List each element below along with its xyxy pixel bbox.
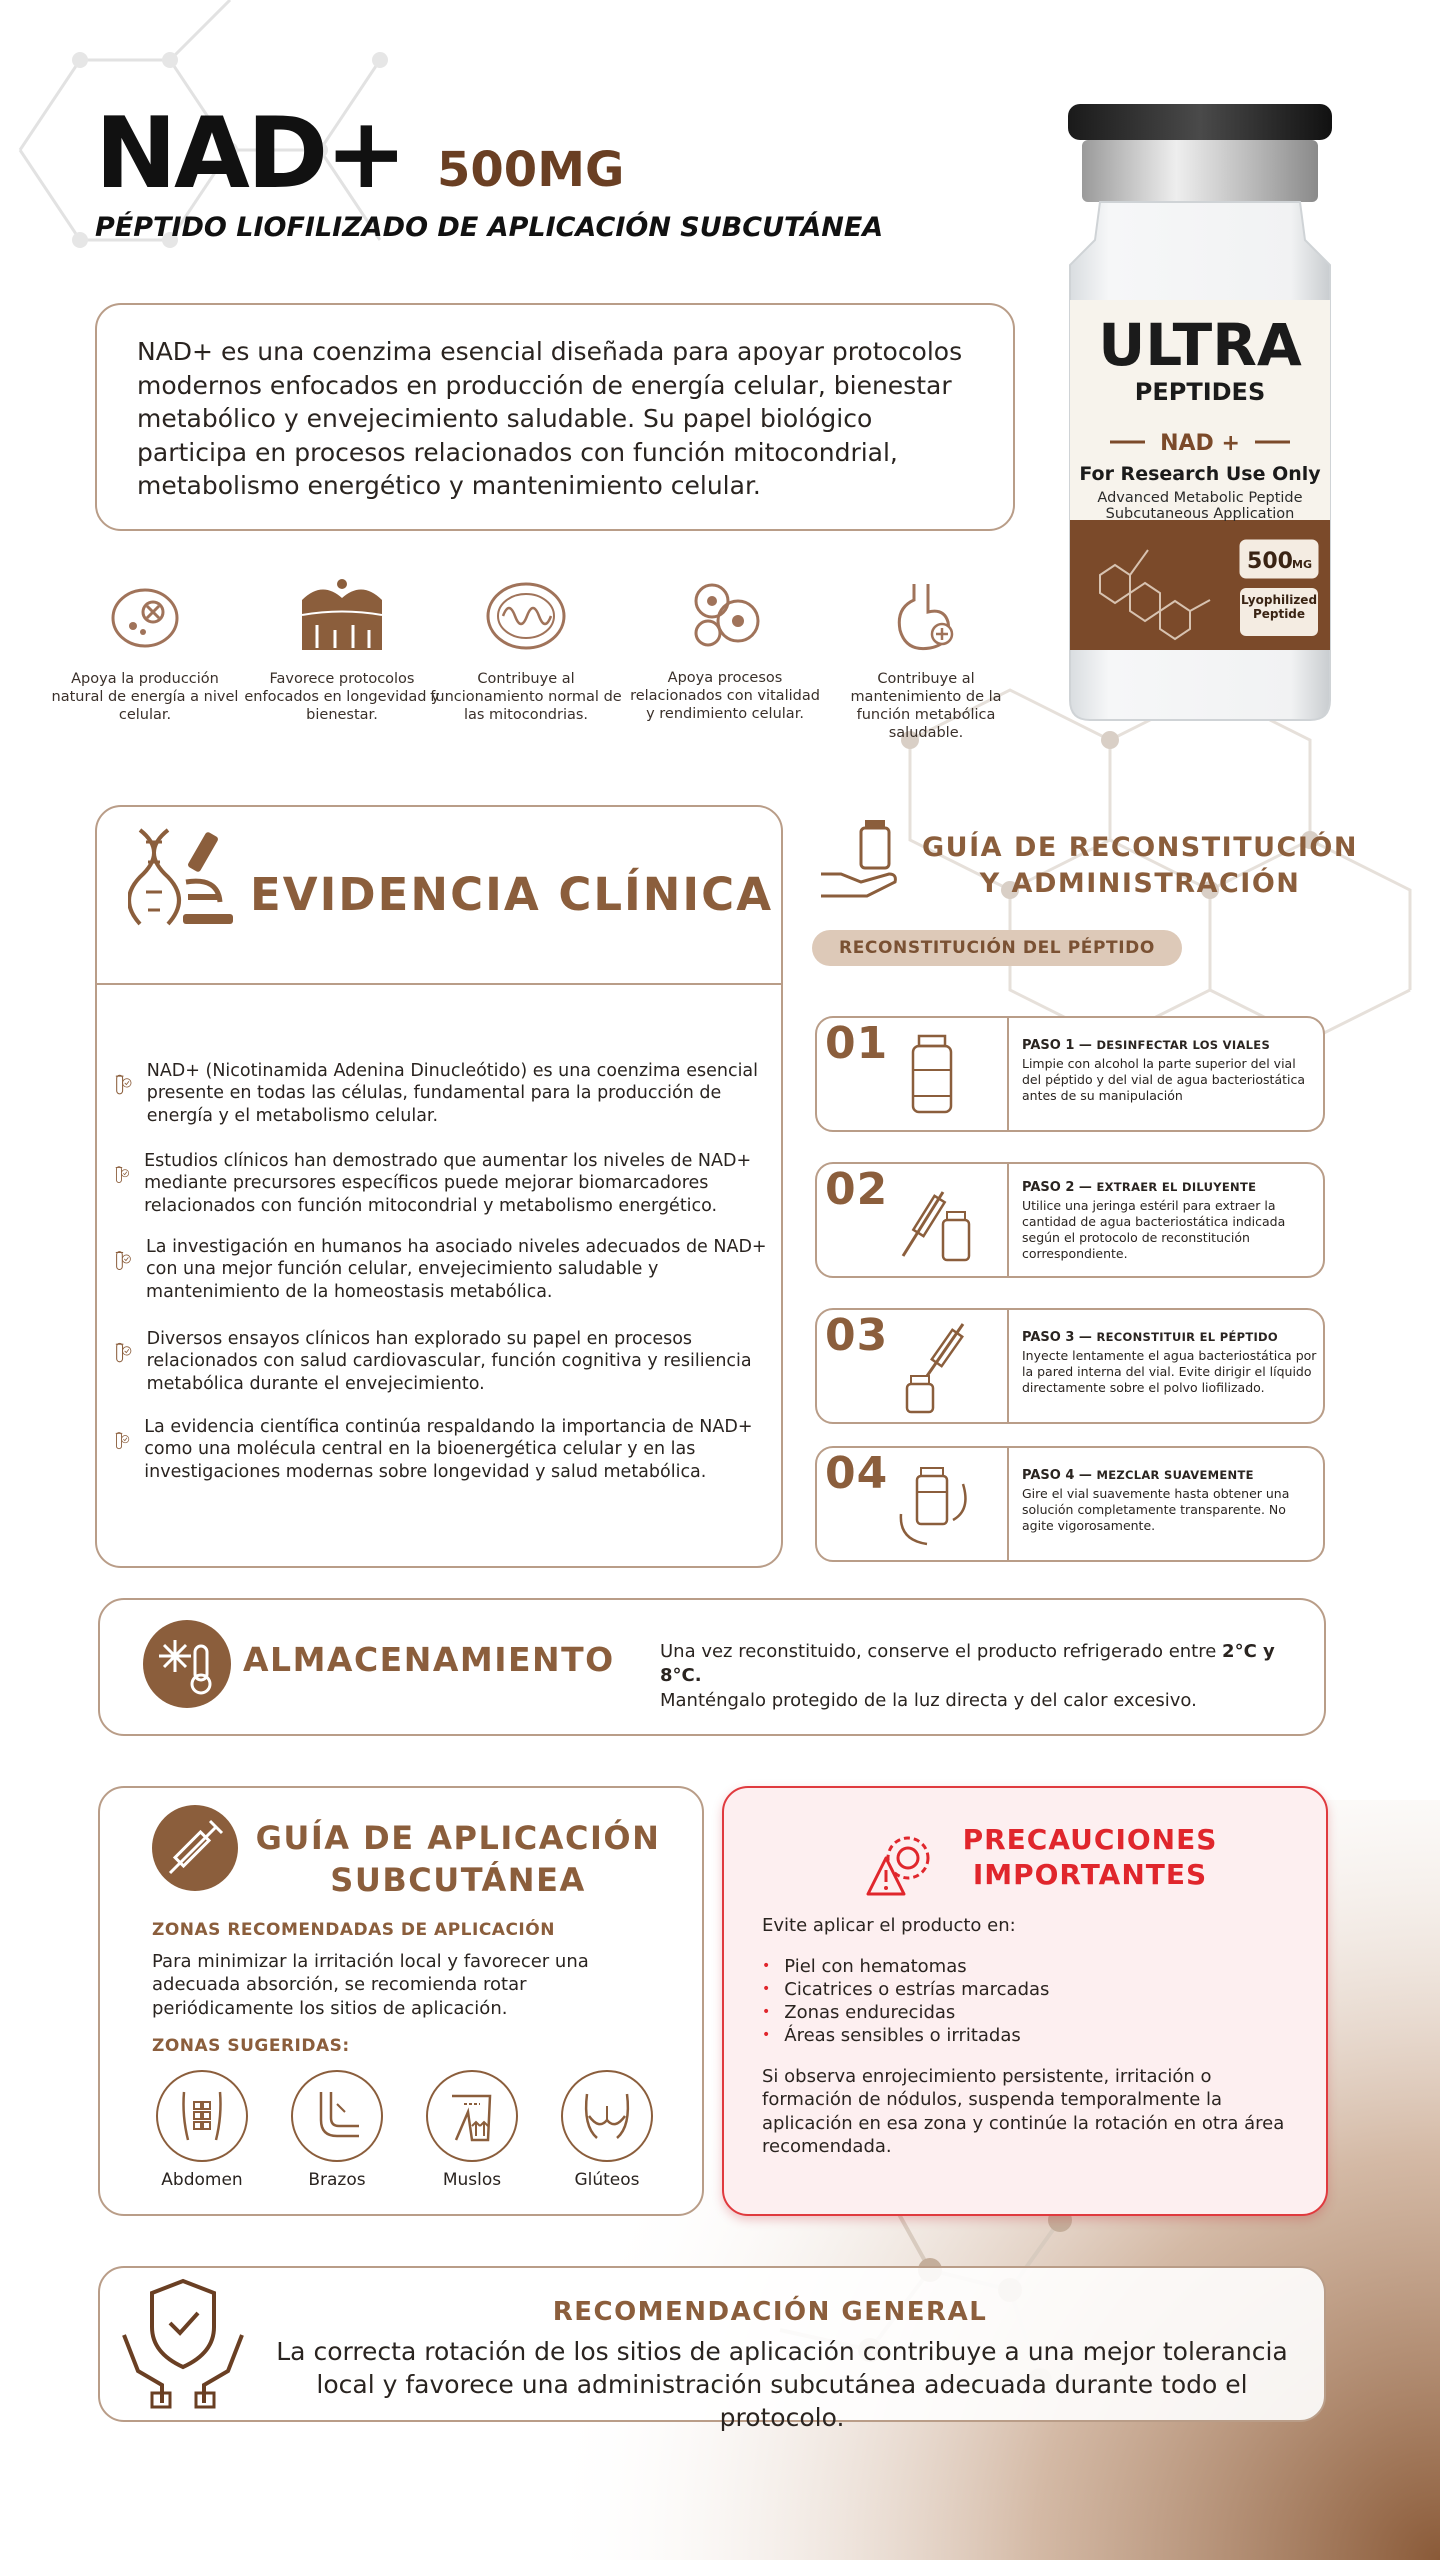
- label-line1: Advanced Metabolic Peptide: [1097, 490, 1303, 506]
- zone-label: Abdomen: [161, 2170, 243, 2190]
- benefit-text: Apoya procesos relacionados con vitalidad y rendimiento celular.: [630, 670, 820, 723]
- label-form: Lyophilized Peptide: [1240, 593, 1318, 621]
- thigh-icon: [442, 2086, 502, 2146]
- label-brand: ULTRA: [1098, 311, 1302, 379]
- hand-vial-icon: [815, 812, 905, 902]
- zone-label: Brazos: [308, 2170, 366, 2190]
- zone-glutes: [557, 2070, 657, 2190]
- storage-text: [660, 1640, 1310, 1713]
- stomach-icon: [886, 578, 966, 658]
- reconstitution-title-line2: Y ADMINISTRACIÓN: [979, 868, 1301, 900]
- step-label: PASO 3: [1022, 1330, 1075, 1345]
- step-number: 03: [825, 1310, 889, 1361]
- product-subtitle: PÉPTIDO LIOFILIZADO DE APLICACIÓN SUBCUTÁNEA: [95, 212, 884, 243]
- product-title: NAD+: [95, 97, 405, 211]
- evidence-text: NAD+ (Nicotinamida Adenina Dinucleótido) es una coenzima esencial presente en todas las células, fundamental para la producción de energía y el metabolismo celular.: [146, 1061, 759, 1126]
- skin-layer-icon: [297, 570, 387, 658]
- test-tube-check-icon: [115, 1328, 133, 1378]
- syringe-icon: [152, 1805, 238, 1891]
- benefit-item: [826, 578, 1026, 743]
- evidence-text: La evidencia científica continúa respaldando la importancia de NAD+ como una molécula central en la bioenergética celular y en las investigaciones modernas sobre longevidad y salud metabólica.: [144, 1417, 753, 1482]
- test-tube-check-icon: [115, 1060, 133, 1110]
- evidence-item: [115, 1236, 775, 1303]
- precautions-intro: Evite aplicar el producto en:: [762, 1915, 1016, 1936]
- step-label: PASO 1: [1022, 1038, 1075, 1053]
- evidence-item: [115, 1328, 775, 1395]
- evidence-text: Estudios clínicos han demostrado que aumentar los niveles de NAD+ mediante precursores específicos puede mejorar biomarcadores relacionados con función mitocondrial y metabolismo energético.: [144, 1151, 752, 1216]
- glutes-icon: [577, 2086, 637, 2146]
- application-title-line2: SUBCUTÁNEA: [330, 1860, 586, 1899]
- label-brand-sub: PEPTIDES: [1134, 378, 1266, 406]
- storage-temp: 2°C y 8°C.: [660, 1641, 1275, 1687]
- precautions-list: [762, 1955, 1282, 2047]
- step-action: MEZCLAR SUAVEMENTE: [1096, 1468, 1254, 1482]
- label-dose-unit: MG: [1292, 558, 1312, 571]
- swirl-vial-icon: [887, 1454, 987, 1554]
- storage-title: ALMACENAMIENTO: [243, 1640, 615, 1679]
- zones-text: Para minimizar la irritación local y favorecer una adecuada absorción, se recomienda rotar periódicamente los sitios de aplicación.: [152, 1951, 589, 2019]
- evidence-text: Diversos ensayos clínicos han explorado su papel en procesos relacionados con salud cardiovascular, función cognitiva y resiliencia metabólica durante el envejecimiento.: [146, 1329, 752, 1394]
- benefit-text: Apoya la producción natural de energía a nivel celular.: [51, 671, 239, 724]
- zone-abdomen: [152, 2070, 252, 2190]
- reconstitution-pill: RECONSTITUCIÓN DEL PÉPTIDO: [812, 930, 1182, 966]
- zones-heading: ZONAS RECOMENDADAS DE APLICACIÓN: [152, 1920, 555, 1940]
- step-card: [815, 1446, 1325, 1562]
- cell-icon: [105, 578, 185, 658]
- label-use: For Research Use Only: [1079, 463, 1321, 485]
- shield-hands-icon: [118, 2275, 248, 2409]
- precautions-title: [940, 1822, 1240, 1892]
- step-separator: —: [1074, 1180, 1097, 1195]
- step-label: PASO 4: [1022, 1468, 1075, 1483]
- evidence-item: [115, 1150, 775, 1217]
- step-number: 02: [825, 1164, 889, 1215]
- step-separator: —: [1074, 1038, 1097, 1053]
- syringe-vial-icon: [887, 1170, 987, 1270]
- mitochondria-icon: [481, 574, 571, 658]
- abdomen-icon: [172, 2086, 232, 2146]
- evidence-title: EVIDENCIA CLÍNICA: [250, 868, 774, 921]
- benefit-item: [242, 570, 442, 724]
- label-name: NAD +: [1160, 431, 1240, 456]
- zone-thighs: [422, 2070, 522, 2190]
- benefit-text: Contribuye al funcionamiento normal de las mitocondrias.: [430, 671, 622, 724]
- step-separator: —: [1074, 1468, 1097, 1483]
- product-vial-image: [1030, 100, 1370, 740]
- reconstitution-title: [910, 830, 1370, 903]
- application-title: [248, 1818, 668, 1901]
- step-text: Limpie con alcohol la parte superior del vial del péptido y del vial de agua bacteriostática antes de su manipulación: [1022, 1055, 1306, 1103]
- benefit-text: Contribuye al mantenimiento de la función metabólica saludable.: [850, 671, 1002, 742]
- warning-gear-icon: [862, 1828, 938, 1904]
- benefit-item: [426, 574, 626, 724]
- step-text: Inyecte lentamente el agua bacteriostática por la pared interna del vial. Evite dirigir el líquido directamente sobre el polvo liofilizado.: [1022, 1347, 1317, 1395]
- zone-label: Glúteos: [574, 2170, 640, 2190]
- step-number: 04: [825, 1448, 889, 1499]
- product-dose: 500MG: [437, 142, 625, 198]
- step-text: Gire el vial suavemente hasta obtener una solución completamente transparente. No agite vigorosamente.: [1022, 1485, 1290, 1533]
- thermometer-snow-icon: [143, 1620, 231, 1708]
- dna-microscope-icon: [128, 822, 238, 932]
- label-line2: Subcutaneous Application: [1105, 506, 1295, 522]
- recommendation-text: La correcta rotación de los sitios de aplicación contribuye a una mejor tolerancia local y favorece una administración subcutánea adecuada durante todo el protocolo.: [276, 2337, 1288, 2432]
- precaution-item: • Áreas sensibles o irritadas: [762, 2024, 1282, 2047]
- step-label: PASO 2: [1022, 1180, 1075, 1195]
- precautions-title-line2: IMPORTANTES: [972, 1858, 1208, 1891]
- step-number: 01: [825, 1018, 889, 1069]
- application-title-line1: GUÍA DE APLICACIÓN: [255, 1819, 661, 1857]
- precaution-item: • Cicatrices o estrías marcadas: [762, 1978, 1282, 2001]
- storage-text-before: Una vez reconstituido, conserve el producto refrigerado entre: [660, 1641, 1223, 1662]
- step-separator: —: [1074, 1330, 1097, 1345]
- suggested-zones-heading: ZONAS SUGERIDAS:: [152, 2036, 350, 2056]
- test-tube-check-icon: [115, 1236, 132, 1286]
- evidence-item: [115, 1060, 775, 1127]
- step-action: EXTRAER EL DILUYENTE: [1096, 1180, 1257, 1194]
- precautions-note: Si observa enrojecimiento persistente, irritación o formación de nódulos, suspenda temporalmente la aplicación en esa zona y continúe la rotación en otra área recomendada.: [762, 2066, 1285, 2158]
- arm-icon: [307, 2086, 367, 2146]
- precautions-title-line1: PRECAUCIONES: [962, 1823, 1218, 1856]
- step-card: [815, 1016, 1325, 1132]
- recommendation-title: RECOMENDACIÓN GENERAL: [552, 2297, 988, 2327]
- step-card: [815, 1308, 1325, 1424]
- test-tube-check-icon: [115, 1150, 130, 1200]
- inject-vial-icon: [887, 1316, 987, 1416]
- benefit-item: [45, 578, 245, 724]
- precaution-item: • Zonas endurecidas: [762, 2001, 1282, 2024]
- cells-cluster-icon: [682, 575, 768, 657]
- reconstitution-title-line1: GUÍA DE RECONSTITUCIÓN: [922, 832, 1358, 863]
- step-action: DESINFECTAR LOS VIALES: [1096, 1038, 1271, 1052]
- evidence-text: La investigación en humanos ha asociado niveles adecuados de NAD+ con una mejor función celular, envejecimiento saludable y mantenimiento de la homeostasis metabólica.: [146, 1237, 767, 1302]
- intro-text: NAD+ es una coenzima esencial diseñada para apoyar protocolos modernos enfocados en producción de energía celular, bienestar metabólico y envejecimiento saludable. Su papel biológico participa en procesos relacionados con función mitocondrial, metabolismo energético y mantenimiento celular.: [137, 337, 963, 500]
- step-action: RECONSTITUIR EL PÉPTIDO: [1096, 1330, 1278, 1344]
- benefit-text: Favorece protocolos enfocados en longevidad y bienestar.: [244, 671, 440, 724]
- benefit-item: [625, 575, 825, 723]
- evidence-divider: [97, 983, 781, 985]
- intro-card: [95, 303, 1015, 531]
- storage-text-after: Manténgalo protegido de la luz directa y del calor excesivo.: [660, 1689, 1197, 1711]
- test-tube-check-icon: [115, 1416, 130, 1466]
- zone-label: Muslos: [442, 2170, 502, 2190]
- evidence-item: [115, 1416, 775, 1483]
- precaution-item: • Piel con hematomas: [762, 1955, 1282, 1978]
- step-card: [815, 1162, 1325, 1278]
- zone-arms: [287, 2070, 387, 2190]
- step-text: Utilice una jeringa estéril para extraer la cantidad de agua bacteriostática indicada según el protocolo de reconstitución correspondiente.: [1022, 1197, 1286, 1261]
- vial-icon: [887, 1024, 987, 1124]
- label-dose-value: 500: [1247, 549, 1293, 574]
